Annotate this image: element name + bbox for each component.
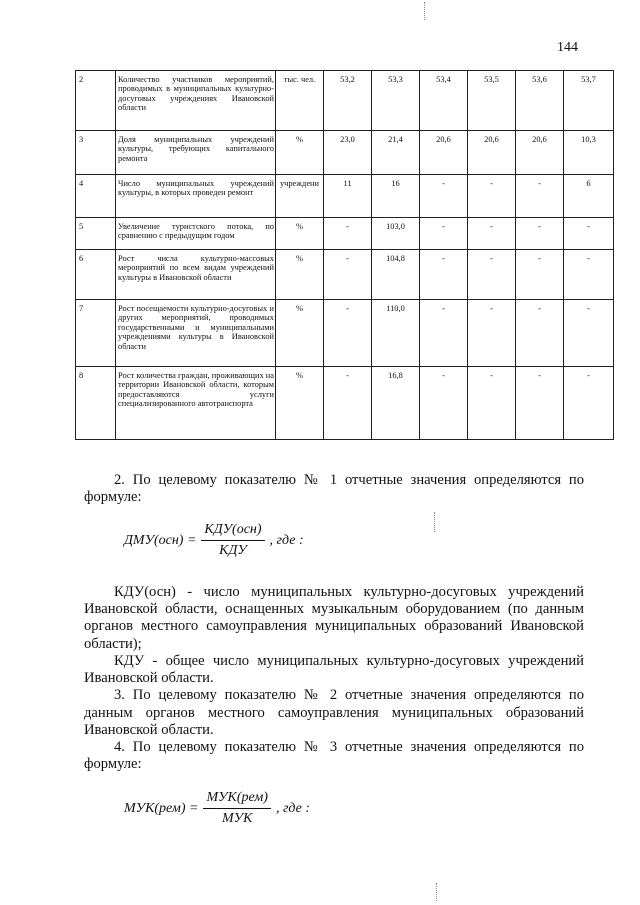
formula-2-denominator: МУК [222, 811, 253, 826]
indicator-name-cell: Число муниципальных учреждений культуры, в которых проведен ремонт [116, 175, 276, 218]
table-row [76, 300, 614, 367]
value-cell: - [468, 218, 516, 250]
value-cell: - [468, 300, 516, 367]
unit-cell: учреждени [276, 175, 324, 218]
formula-1-fraction [201, 522, 264, 559]
value-cell: 103,0 [372, 218, 420, 250]
table-row [76, 367, 614, 440]
table-row [76, 131, 614, 175]
scan-mark-bottom [436, 883, 438, 901]
value-cell: - [420, 300, 468, 367]
indicator-name-cell: Количество участников мероприятий, проводимых в муниципальных культурно-досуговых учреждениях Ивановской области [116, 71, 276, 131]
unit-cell: тыс. чел. [276, 71, 324, 131]
value-cell: 53,5 [468, 71, 516, 131]
value-cell: - [420, 367, 468, 440]
paragraphs-2-5 [84, 584, 584, 773]
value-cell: - [324, 218, 372, 250]
value-cell: - [468, 175, 516, 218]
table-row [76, 250, 614, 300]
value-cell: 104,8 [372, 250, 420, 300]
value-cell: 110,0 [372, 300, 420, 367]
unit-cell: % [276, 300, 324, 367]
value-cell: - [324, 300, 372, 367]
value-cell: 53,4 [420, 71, 468, 131]
value-cell: 20,6 [468, 131, 516, 175]
paragraph-3-text: КДУ - общее число муниципальных культурно-досуговых учреждений Ивановской области. [84, 652, 584, 687]
formula-1-suffix: , где : [269, 532, 304, 548]
formula-2-numerator: МУК(рем) [203, 790, 271, 809]
row-number-cell: 5 [76, 218, 116, 250]
row-number-cell: 6 [76, 250, 116, 300]
formula-1-numerator: КДУ(осн) [201, 522, 264, 541]
value-cell: 21,4 [372, 131, 420, 175]
row-number-cell: 8 [76, 367, 116, 440]
table-row [76, 71, 614, 131]
row-number-cell: 4 [76, 175, 116, 218]
table-row [76, 218, 614, 250]
formula-2-suffix: , где : [275, 800, 311, 816]
unit-cell: % [276, 218, 324, 250]
value-cell: 53,2 [324, 71, 372, 131]
unit-cell: % [276, 250, 324, 300]
paragraph-2-text: КДУ(осн) - число муниципальных культурно-досуговых учреждений Ивановской области, оснащенных музыкальным оборудованием (по данным органов местного самоуправления муниципальных образований Ивановской области); [84, 584, 584, 652]
indicators-table [75, 70, 613, 440]
value-cell: - [468, 250, 516, 300]
unit-cell: % [276, 367, 324, 440]
paragraph-5-text: 4. По целевому показателю № 3 отчетные значения определяются по формуле: [84, 738, 584, 773]
scan-mark-middle [434, 512, 436, 532]
formula-2 [124, 790, 310, 827]
value-cell: - [516, 218, 564, 250]
indicator-name-cell: Рост посещаемости культурно-досуговых и других мероприятий, проводимых государственными и муниципальными учреждениями культуры в Ивановской области [116, 300, 276, 367]
value-cell: - [420, 218, 468, 250]
scan-mark-top [424, 2, 426, 20]
paragraph-1-text: 2. По целевому показателю № 1 отчетные значения определяются по формуле: [84, 472, 584, 506]
value-cell: 16,8 [372, 367, 420, 440]
value-cell: 53,6 [516, 71, 564, 131]
value-cell: - [420, 250, 468, 300]
value-cell: - [516, 300, 564, 367]
value-cell: 53,7 [564, 71, 614, 131]
indicator-name-cell: Рост числа культурно-массовых мероприятий по всем видам учреждений культуры в Ивановской области [116, 250, 276, 300]
value-cell: 11 [324, 175, 372, 218]
value-cell: - [564, 218, 614, 250]
formula-1-lhs: ДМУ(осн) = [124, 532, 197, 548]
indicators-table-grid [75, 70, 614, 440]
value-cell: 16 [372, 175, 420, 218]
value-cell: 23,0 [324, 131, 372, 175]
value-cell: - [324, 250, 372, 300]
value-cell: 20,6 [420, 131, 468, 175]
value-cell: - [516, 367, 564, 440]
value-cell: - [564, 250, 614, 300]
formula-2-fraction [203, 790, 271, 827]
row-number-cell: 7 [76, 300, 116, 367]
row-number-cell: 2 [76, 71, 116, 131]
formula-1-denominator: КДУ [219, 543, 247, 558]
row-number-cell: 3 [76, 131, 116, 175]
value-cell: - [420, 175, 468, 218]
value-cell: - [564, 367, 614, 440]
value-cell: 10,3 [564, 131, 614, 175]
indicator-name-cell: Доля муниципальных учреждений культуры, требующих капитального ремонта [116, 131, 276, 175]
unit-cell: % [276, 131, 324, 175]
formula-1 [124, 522, 304, 559]
indicator-name-cell: Рост количества граждан, проживающих на территории Ивановской области, которым предоставляются услуги специализированного автотранспорта [116, 367, 276, 440]
value-cell: 20,6 [516, 131, 564, 175]
page-number: 144 [557, 40, 578, 55]
value-cell: 6 [564, 175, 614, 218]
value-cell: - [468, 367, 516, 440]
value-cell: - [516, 250, 564, 300]
paragraph-4-text: 3. По целевому показателю № 2 отчетные значения определяются по данным органов местного самоуправления муниципальных образований Ивановской области. [84, 687, 584, 738]
formula-2-lhs: МУК(рем) = [124, 800, 199, 816]
value-cell: - [324, 367, 372, 440]
paragraph-1 [84, 472, 584, 506]
value-cell: - [516, 175, 564, 218]
table-row [76, 175, 614, 218]
value-cell: - [564, 300, 614, 367]
value-cell: 53,3 [372, 71, 420, 131]
indicator-name-cell: Увеличение туристского потока, по сравнению с предыдущим годом [116, 218, 276, 250]
